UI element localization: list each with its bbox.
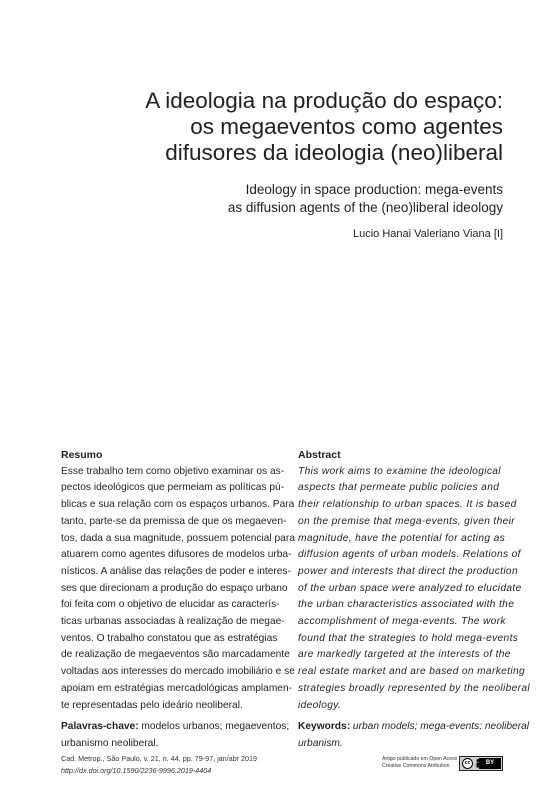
abstract-line: their relationship to urban spaces. It is based (298, 499, 517, 511)
keywords-text: urbanismo neoliberal. (61, 737, 159, 749)
subtitle-line: Ideology in space production: mega-events (245, 182, 503, 197)
license-line: Creative Commons Atribution (382, 763, 450, 770)
resumo-line: tanto, parte-se da premissa de que os megaeven- (61, 515, 287, 527)
doi-link[interactable]: http://dx.doi.org/10.1590/2236-9996.2019-4404 (61, 765, 212, 775)
keywords-line (61, 719, 290, 736)
resumo-line: ticas urbanas associadas à realização de megae- (61, 616, 285, 628)
abstract-line: ideology. (298, 699, 342, 711)
abstract-line: strategies broadly represented by the neoliberal (298, 682, 531, 694)
cc-by-badge[interactable] (459, 756, 503, 771)
resumo-line: ses que direcionam a produção do espaço urbano (61, 582, 288, 594)
abstract-line: are markedly targeted at the interests of the (298, 649, 511, 661)
resumo-body (61, 464, 295, 715)
abstract-line: the urban characteristics associated with the (298, 599, 515, 611)
abstract-keywords (298, 719, 530, 752)
resumo-line: ventos. O trabalho constatou que as estratégias (61, 632, 278, 644)
resumo-line: atuarem como agentes difusores de modelos urba- (61, 549, 292, 561)
abstract-heading: Abstract (298, 449, 341, 461)
title-line: difusores da ideologia (neo)liberal (165, 140, 503, 165)
title-line: os megaeventos como agentes (190, 114, 503, 139)
by-label: BY (479, 758, 501, 769)
resumo-line: foi feita com o objetivo de elucidar as caracterís- (61, 599, 280, 611)
resumo-line: Esse trabalho tem como objetivo examinar os as- (61, 465, 285, 477)
abstract-line: found that the strategies to hold mega-events (298, 632, 519, 644)
creative-commons-icon: cc (462, 758, 473, 769)
resumo-line: blicas e sua relação com os espaços urbanos. Para (61, 499, 295, 511)
abstract-line: of the urban space were analyzed to elucidate (298, 582, 522, 594)
keywords-text: modelos urbanos; megaeventos; (138, 721, 290, 733)
resumo-line: tos, dada a sua magnitude, possuem potencial para (61, 532, 295, 544)
title-line: A ideologia na produção do espaço: (145, 88, 503, 113)
keywords-label: Keywords: (298, 721, 351, 733)
resumo-line: apoiam em estratégias mercadológicas amplamen- (61, 682, 293, 694)
page-footer (61, 753, 257, 776)
abstract-line: power and interests that direct the production (298, 565, 518, 577)
license-line: Artigo publicado em Open Acess (382, 756, 458, 762)
resumo-line: voltadas aos interesses do mercado imobiliário e se (61, 666, 295, 678)
resumo-line: pectos ideológicos que permeiam as políticas pú- (61, 482, 285, 494)
keywords-text: urban models; mega-events; neoliberal (350, 721, 530, 733)
abstract-body (298, 464, 531, 715)
resumo-line: nísticos. A análise das relações de poder e interes- (61, 565, 291, 577)
abstract-line: magnitude, have the potential for acting as (298, 532, 506, 544)
abstract-column (298, 447, 531, 753)
keywords-label: Palavras-chave: (61, 721, 139, 733)
abstract-line: aspects that permeate public policies and (298, 482, 500, 494)
abstract-line: accomplishment of mega-events. The work (298, 616, 506, 628)
resumo-heading: Resumo (61, 449, 103, 461)
article-title (33, 88, 503, 166)
keywords-text: urbanism. (298, 737, 343, 749)
abstract-line: This work aims to examine the ideological (298, 465, 501, 477)
english-title (33, 181, 503, 217)
resumo-line: te representadas pelo ideário neoliberal. (61, 699, 243, 711)
resumo-line: de realização de megaeventos são marcadamente (61, 649, 290, 661)
author-name: Lucio Hanai Valeriano Viana [I] (352, 228, 503, 240)
license-note (382, 756, 457, 771)
resumo-column (61, 447, 295, 753)
subtitle-line: as diffusion agents of the (neo)liberal ideology (227, 200, 503, 215)
resumo-keywords (61, 719, 290, 752)
abstract-line: on the premise that mega-events, given their (298, 515, 515, 527)
abstract-line: real estate market and are based on marketing (298, 666, 525, 678)
keywords-line (298, 719, 530, 736)
abstract-line: diffusion agents of urban models. Relations of (298, 549, 521, 561)
citation: Cad. Metrop., São Paulo, v. 21, n. 44, pp. 79-97, jan/abr 2019 (61, 754, 258, 763)
